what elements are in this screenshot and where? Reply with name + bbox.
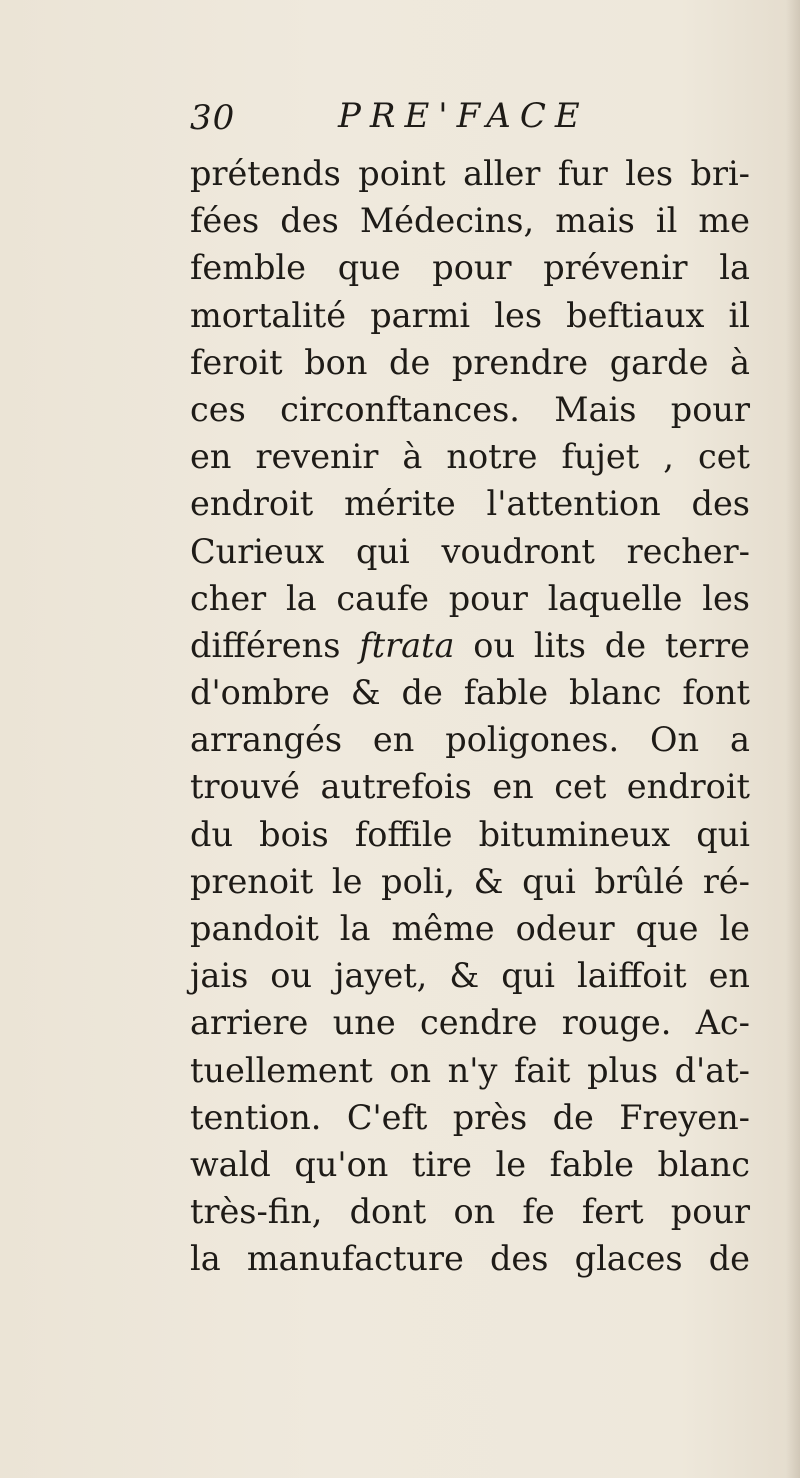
- text-line: arriere une cendre rouge. Ac-: [190, 1003, 750, 1043]
- text-line: fées des Médecins, mais il me: [190, 201, 750, 241]
- text-line: mortalité parmi les beftiaux il: [190, 295, 750, 335]
- text-line: arrangés en poligones. On a: [190, 720, 750, 760]
- text-line: d'ombre & de fable blanc font: [190, 673, 750, 713]
- text-line: la manufacture des glaces de: [190, 1239, 750, 1279]
- italic-term: ftrata: [359, 625, 455, 665]
- text-line: [190, 622, 750, 669]
- text-line: ces circonftances. Mais pour: [190, 389, 750, 429]
- text-line: très-fin, dont on fe fert pour: [190, 1192, 750, 1232]
- running-title: PRE'FACE: [338, 96, 589, 136]
- text-line: Curieux qui voudront recher-: [190, 531, 750, 571]
- text-line: pandoit la même odeur que le: [190, 909, 750, 948]
- text-line: feroit bon de prendre garde à: [190, 342, 750, 382]
- text-line: en revenir à notre fujet , cet: [190, 437, 750, 477]
- text-line: prétends point aller fur les bri-: [190, 154, 750, 193]
- text-line: cher la caufe pour laquelle les: [190, 578, 750, 618]
- text-line: tuellement on n'y fait plus d'at-: [190, 1050, 750, 1090]
- text-segment: ou lits de terre: [454, 625, 750, 665]
- text-line: prenoit le poli, & qui brûlé ré-: [190, 861, 750, 901]
- text-line: jais ou jayet, & qui laiffoit en: [190, 956, 750, 996]
- text-line: du bois foffile bitumineux qui: [190, 814, 750, 854]
- text-line: wald qu'on tire le fable blanc: [190, 1144, 750, 1184]
- text-line: endroit mérite l'attention des: [190, 484, 750, 524]
- page-number: 30: [190, 98, 236, 138]
- text-line: trouvé autrefois en cet endroit: [190, 767, 750, 807]
- body-text: [190, 150, 750, 1283]
- text-line: tention. C'eft près de Freyen-: [190, 1097, 750, 1137]
- page-header: [190, 96, 750, 146]
- page-edge-shadow: [786, 0, 800, 1478]
- text-segment: différens: [190, 625, 360, 665]
- text-line: femble que pour prévenir la: [190, 248, 750, 288]
